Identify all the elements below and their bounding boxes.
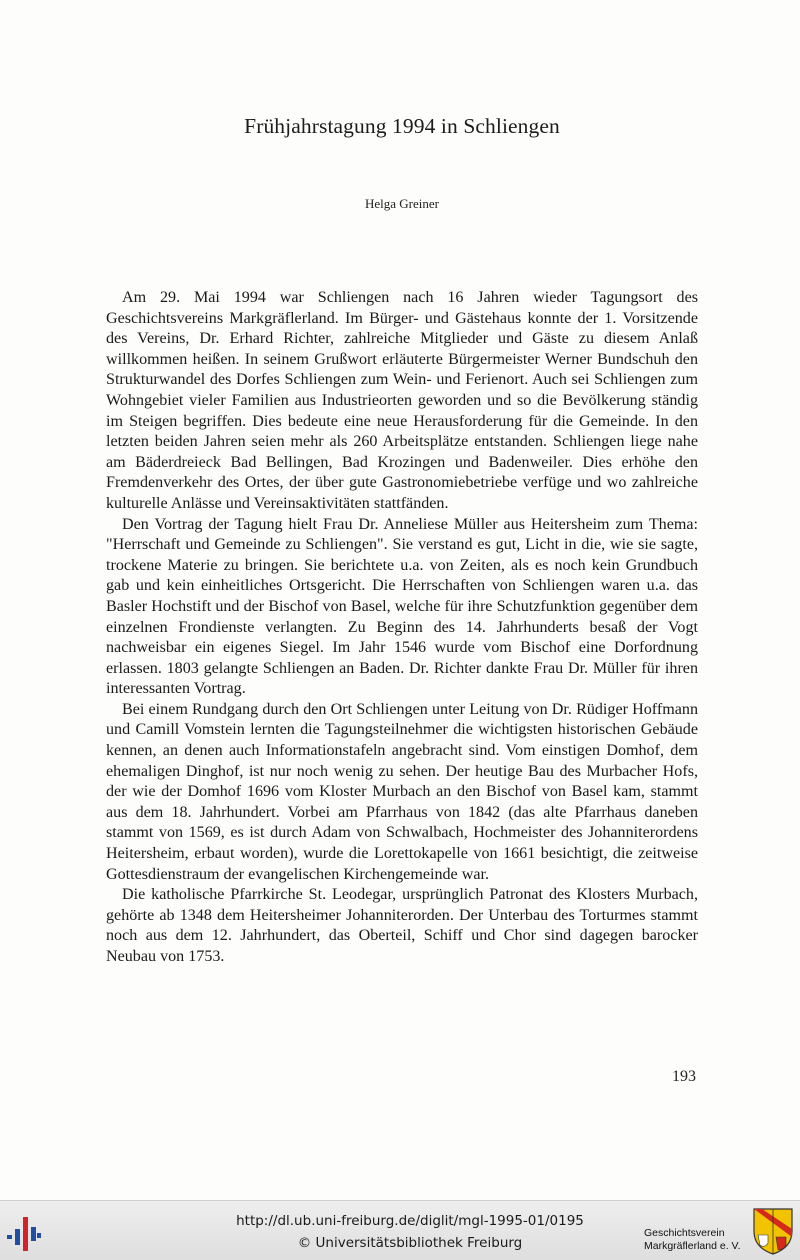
paragraph: Die katholische Pfarrkirche St. Leodegar, ursprünglich Patronat des Klosters Murbach, gehörte ab 1348 dem Heitersheimer Johanniterorden. Der Unterbau des Torturmes stammt noch aus dem 12. Jahrhundert, das Oberteil, Schiff und Chor sind dagegen barocker Neubau von 1753. xyxy=(106,886,698,965)
society-name xyxy=(644,1227,748,1252)
page-number: 193 xyxy=(672,1068,696,1085)
article-body xyxy=(106,288,698,968)
article-title: Frühjahrstagung 1994 in Schliengen xyxy=(244,114,560,138)
society-name-line: Markgräflerland e. V. xyxy=(644,1239,741,1252)
markgraeflerland-crest-icon xyxy=(752,1207,794,1255)
copyright-text: © Universitätsbibliothek Freiburg xyxy=(297,1235,523,1251)
paragraph: Den Vortrag der Tagung hielt Frau Dr. Anneliese Müller aus Heitersheim zum Thema: "Herrschaft und Gemeinde zu Schliengen". Sie verstand es gut, Licht in die, wie sie sagte, trockene Materie zu bringen. Sie berichtete u.a. von Zeiten, als es noch kein Grundbuch gab und kein einheitliches Ortsgericht. Die Herrschaften von Schliengen waren u.a. das Basler Hochstift und der Bischof von Basel, welche für ihre Schutzfunktion gegenüber dem einzelnen Frondienste verlangten. Zu Beginn des 14. Jahrhunderts besaß der Vogt nachweisbar ein eigenes Siegel. Im Jahr 1546 wurde vom Bischof eine Dorfordnung erlassen. 1803 gelangte Schliengen an Baden. Dr. Richter dankte Frau Dr. Müller für ihren interessanten Vortrag. xyxy=(106,515,698,698)
paragraph: Bei einem Rundgang durch den Ort Schliengen unter Leitung von Dr. Rüdiger Hoffmann und Camill Vomstein lernten die Tagungsteilnehmer die wichtigsten historischen Gebäude kennen, an denen auch Informationstafeln angebracht sind. Vom einstigen Domhof, dem ehemaligen Dinghof, ist nur noch wenig zu sehen. Der heutige Bau des Murbacher Hofs, der wie der Domhof 1696 vom Kloster Murbach an den Bischof von Basel kam, stammt aus dem 18. Jahrhundert. Vorbei am Pfarrhaus von 1842 (das alte Pfarrhaus daneben stammt von 1569, es ist durch Adam von Schwalbach, Hochmeister des Johanniterordens Heitersheim, erbaut worden), wurde die Lorettokapelle von 1661 besichtigt, die zeitweise Gottesdienstraum der evangelischen Kirchengemeinde war. xyxy=(106,700,698,883)
article-author: Helga Greiner xyxy=(365,196,439,211)
society-name-line: Geschichtsverein xyxy=(644,1227,725,1239)
paragraph: Am 29. Mai 1994 war Schliengen nach 16 Jahren wieder Tagungsort des Geschichtsvereins Markgräflerland. Im Bürger- und Gästehaus konnte der 1. Vorsitzende des Vereins, Dr. Erhard Richter, zahlreiche Mitglieder und Gäste zu diesem Anlaß willkommen heißen. In seinem Grußwort erläuterte Bürgermeister Werner Bundschuh den Strukturwandel des Dorfes Schliengen zum Wein- und Ferienort. Auch sei Schliengen zum Wohngebiet vieler Familien aus Industrieorten geworden und so die Bevölkerung ständig im Steigen begriffen. Dies bedeute eine neue Herausforderung für die Gemeinde. In den letzten beiden Jahren seien mehr als 260 Arbeitsplätze entstanden. Schliengen liege nahe am Bäderdreieck Bad Bellingen, Bad Krozingen und Badenweiler. Dies erhöhe den Fremdenverkehr des Ortes, der über gute Gastronomiebetriebe verfüge und wo zahlreiche kulturelle Anlässe und Vereinsaktivitäten stattfänden. xyxy=(106,289,698,512)
permalink-url[interactable]: http://dl.ub.uni-freiburg.de/diglit/mgl-1995-01/0195 xyxy=(236,1213,584,1229)
ub-freiburg-logo-icon[interactable] xyxy=(6,1211,42,1253)
viewer-footer xyxy=(0,1200,800,1260)
